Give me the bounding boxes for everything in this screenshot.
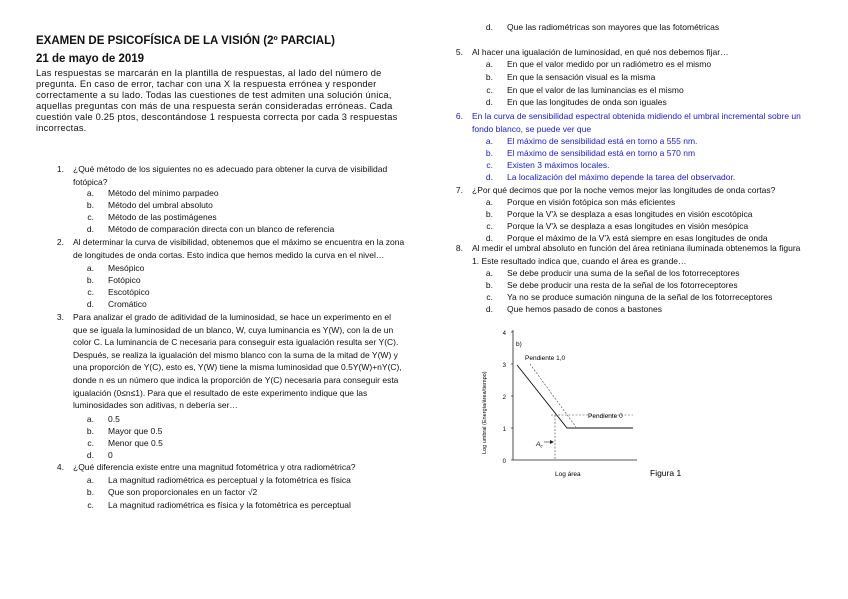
option-text: Porque en visión fotópica son más eficientes: [507, 197, 676, 207]
option-text: Cromático: [108, 299, 147, 309]
y-tick-label: 4: [502, 331, 506, 337]
question-number: 8.: [455, 243, 463, 253]
option-letter: b.: [485, 209, 493, 219]
slope0-label: Pendiente 0: [588, 413, 623, 420]
panel-label: b): [516, 341, 522, 348]
option-text: Que hemos pasado de conos a bastones: [507, 304, 662, 314]
question-text: Después, se realiza la igualación del mismo blanco con la suma de la mitad de Y(W) y: [73, 349, 398, 360]
option-text: Porque la V'λ se desplaza a esas longitudes en visión escotópica: [507, 209, 753, 219]
instructions-line: aquellas preguntas con más de una respuesta serán consideradas erróneas. Cada: [36, 100, 393, 111]
option-letter: c.: [486, 160, 493, 170]
question-text: Para analizar el grado de aditividad de la luminosidad, se hace un experimento en el: [73, 312, 392, 322]
option-text: Menor que 0.5: [108, 438, 163, 448]
question-text: luminosidades son aditivas, n debería ser…: [73, 400, 238, 411]
question-text: ¿Por qué decimos que por la noche vemos mejor las longitudes de onda cortas?: [472, 185, 776, 195]
question-text: donde n es un número que indica la proporción de Y(C) necesaria para conseguir esta: [73, 374, 399, 385]
question-number: 6.: [455, 111, 463, 121]
option-letter: b.: [86, 426, 94, 436]
y-axis-label: Log umbral (Energía/área/tiempo): [482, 371, 488, 454]
ac-subscript: c: [540, 443, 543, 449]
option-letter: b.: [485, 148, 493, 158]
option-text: La magnitud radiométrica es perceptual y la fotométrica es física: [108, 475, 351, 485]
option-text: El máximo de sensibilidad está en torno a 570 nm: [507, 148, 696, 158]
figure-caption: Figura 1: [650, 468, 682, 478]
option-text: La localización del máximo depende la tarea del observador.: [507, 172, 736, 182]
option-letter: a.: [86, 475, 94, 485]
option-letter: c.: [87, 438, 94, 448]
option-letter: c.: [486, 292, 493, 302]
slope1-label: Pendiente 1,0: [525, 355, 566, 362]
question-number: 3.: [56, 312, 64, 322]
question-text: ¿Qué método de los siguientes no es adecuado para obtener la curva de visibilidad: [73, 164, 388, 174]
ac-arrowhead: [550, 440, 554, 444]
option-letter: c.: [87, 287, 94, 297]
option-text: En que la sensación visual es la misma: [507, 72, 656, 82]
y-tick-label: 0: [502, 459, 506, 465]
ac-letter: A: [536, 441, 541, 448]
option-text: Mesópico: [108, 263, 145, 273]
option-letter: a.: [485, 197, 493, 207]
question-number: 5.: [455, 47, 463, 57]
question-text: Al hacer una igualación de luminosidad, en qué nos debemos fijar…: [472, 47, 729, 57]
instructions-line: correctamente a su lado. Todas las cuestiones de test admiten una solución única,: [36, 89, 392, 100]
question-text: 1. Este resultado indica que, cuando el área es grande…: [472, 255, 687, 266]
option-letter: a.: [86, 188, 94, 198]
x-axis-label: Log área: [555, 471, 581, 478]
option-letter: a.: [485, 136, 493, 146]
question-text: fotópica?: [73, 176, 108, 187]
option-letter: a.: [86, 414, 94, 424]
option-letter: d.: [485, 97, 493, 107]
option-text: Que las radiométricas son mayores que las fotométricas: [507, 22, 720, 32]
exam-title: EXAMEN DE PSICOFÍSICA DE LA VISIÓN (2º PARCIAL): [36, 35, 335, 47]
question-text: fondo blanco, se puede ver que: [472, 123, 592, 134]
instructions-line: pregunta. En caso de error, tachar con una X la respuesta errónea y responder: [36, 78, 377, 89]
option-text: Método del umbral absoluto: [108, 200, 213, 210]
ac-label: [535, 441, 543, 449]
instructions-line: cuestión vale 0.25 ptos, descontándose 1 respuesta correcta por cada 3 respuestas: [36, 111, 398, 122]
option-text: Método de las postimágenes: [108, 212, 217, 222]
question-text: de longitudes de onda cortas. Esto indica que hemos medido la curva en el nivel…: [73, 249, 385, 260]
option-text: Porque el máximo de la V'λ está siempre en esas longitudes de onda: [507, 233, 768, 243]
option-letter: d.: [485, 172, 493, 182]
question-number: 7.: [455, 185, 463, 195]
option-letter: b.: [86, 275, 94, 285]
instructions: [36, 68, 416, 133]
question-number: 1.: [56, 164, 64, 174]
option-letter: b.: [86, 487, 94, 497]
option-text: En que el valor medido por un radiómetro es el mismo: [507, 59, 712, 69]
option-text: Existen 3 máximos locales.: [507, 160, 610, 170]
option-letter: a.: [485, 59, 493, 69]
option-text: Porque la V'λ se desplaza a esas longitudes en visión mesópica: [507, 221, 749, 231]
option-letter: b.: [485, 72, 493, 82]
question-text: Al medir el umbral absoluto en función del área retiniana iluminada obtenemos la figura: [472, 243, 801, 253]
option-text: Ya no se produce sumación ninguna de la señal de los fotorreceptores: [507, 292, 773, 302]
instructions-line: Las respuestas se marcarán en la plantilla de respuestas, al lado del número de: [36, 68, 382, 78]
option-text: Método de comparación directa con un blanco de referencia: [108, 224, 335, 234]
option-letter: c.: [486, 85, 493, 95]
question-text: una proporción de Y(C), esto es, Y(W) tiene la misma luminosidad que 0.5Y(W)+nY(C),: [73, 362, 402, 373]
option-letter: d.: [485, 22, 493, 32]
y-tick-label: 1: [502, 427, 506, 433]
instructions-line: incorrectas.: [36, 122, 87, 133]
option-letter: c.: [87, 500, 94, 510]
option-text: Que son proporcionales en un factor √2: [108, 487, 258, 497]
option-letter: a.: [86, 263, 94, 273]
question-text: En la curva de sensibilidad espectral obtenida midiendo el umbral incremental sobre un: [472, 111, 801, 121]
option-letter: d.: [485, 233, 493, 243]
option-text: El máximo de sensibilidad está en torno a 555 nm.: [507, 136, 698, 146]
option-letter: c.: [486, 221, 493, 231]
option-letter: d.: [86, 224, 94, 234]
slope1-asymptote: [530, 364, 576, 427]
question-number: 2.: [56, 237, 64, 247]
option-text: En que el valor de las luminancias es el mismo: [507, 85, 684, 95]
option-text: Método del mínimo parpadeo: [108, 188, 219, 198]
option-letter: d.: [86, 299, 94, 309]
question-text: Al determinar la curva de visibilidad, obtenemos que el máximo se encuentra en la zona: [73, 237, 405, 247]
option-letter: a.: [485, 268, 493, 278]
question-text: que se iguala la luminosidad de un blanco, W, cuya luminancia es Y(W), con la de un: [73, 324, 394, 335]
option-letter: c.: [87, 212, 94, 222]
option-letter: b.: [86, 200, 94, 210]
question-text: color C. La luminancia de C necesaria para conseguir esta igualación resulta ser Y(C).: [73, 337, 399, 348]
option-text: Se debe producir una resta de la señal de los fotorreceptores: [507, 280, 738, 290]
option-text: Mayor que 0.5: [108, 426, 163, 436]
option-text: En que las longitudes de onda son iguales: [507, 97, 667, 107]
exam-date: 21 de mayo de 2019: [36, 53, 145, 65]
y-tick-label: 2: [502, 395, 506, 401]
option-letter: b.: [485, 280, 493, 290]
option-letter: d.: [485, 304, 493, 314]
option-text: Fotópico: [108, 275, 141, 285]
y-tick-label: 3: [502, 363, 506, 369]
option-text: Escotópico: [108, 287, 150, 297]
figure-1: [475, 322, 695, 487]
question-number: 4.: [56, 462, 64, 472]
option-text: 0.5: [108, 414, 120, 424]
option-text: 0: [108, 450, 113, 460]
question-text: igualación (0≤n≤1). Para que el resultado de este experimento indique que las: [73, 387, 368, 398]
option-text: Se debe producir una suma de la señal de los fotorreceptores: [507, 268, 740, 278]
option-letter: d.: [86, 450, 94, 460]
question-text: ¿Qué diferencia existe entre una magnitud fotométrica y otra radiométrica?: [73, 462, 356, 472]
option-text: La magnitud radiométrica es física y la fotométrica es perceptual: [108, 500, 351, 510]
